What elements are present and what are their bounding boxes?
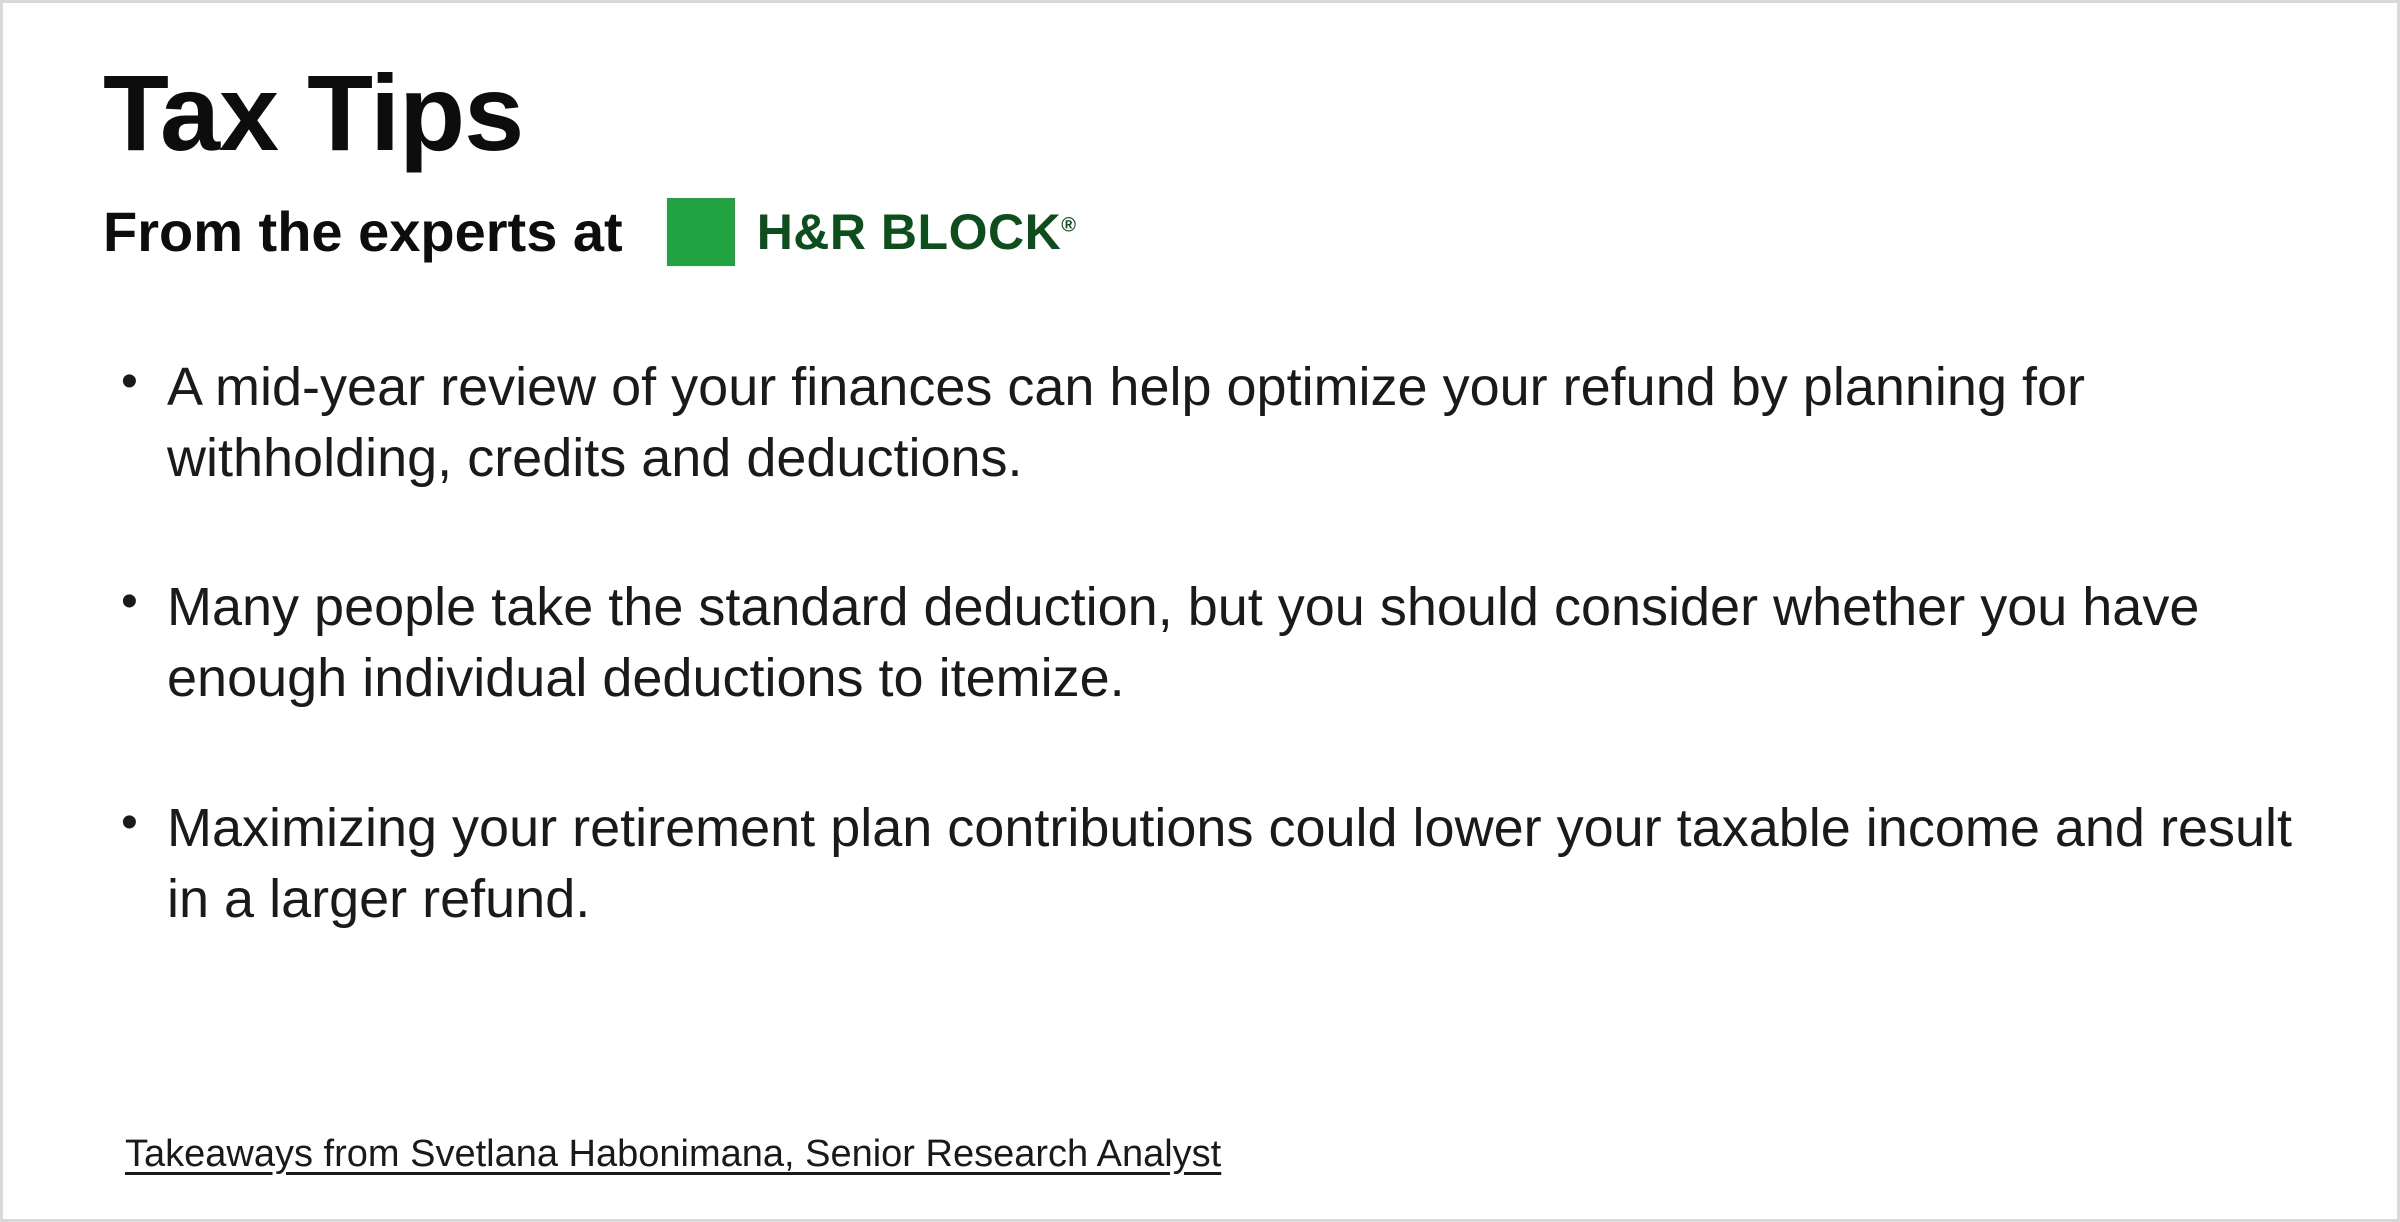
brand-name: H&R BLOCK [756, 203, 1062, 260]
slide-content [103, 52, 2327, 935]
page-title: Tax Tips [103, 52, 524, 173]
hr-block-logo [667, 198, 1077, 266]
list-item: • A mid-year review of your finances can help optimize your refund by planning for withholding, credits and deductions. [103, 352, 2317, 495]
list-item: • Many people take the standard deduction, but you should consider whether you have enough individual deductions to itemize. [103, 572, 2317, 715]
registered-mark: ® [1061, 213, 1077, 236]
attribution-text: From the experts at [103, 199, 623, 263]
brand-wordmark [756, 203, 1077, 260]
list-item: • Maximizing your retirement plan contributions could lower your taxable income and result in a larger refund. [103, 793, 2317, 936]
source-footnote: Takeaways from Svetlana Habonimana, Senior Research Analyst [125, 1133, 1222, 1175]
tips-list [103, 352, 2327, 936]
attribution-line [103, 198, 2327, 266]
green-square-icon [667, 198, 735, 266]
